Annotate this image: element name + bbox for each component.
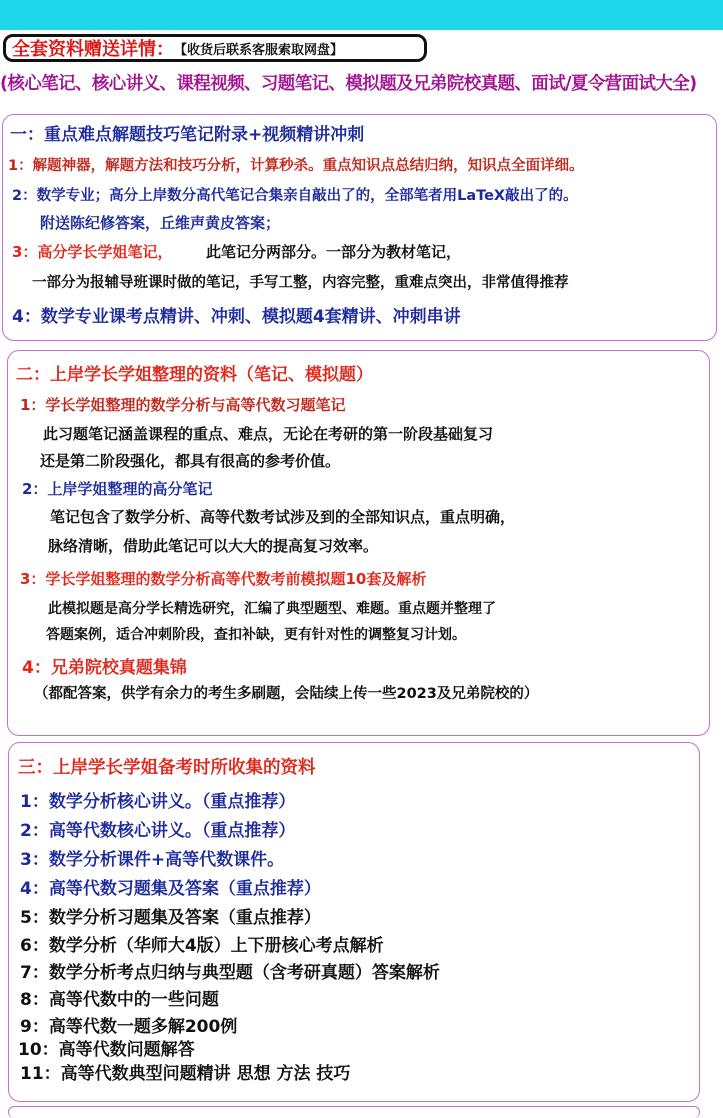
section-3-item-11: 11：高等代数典型问题精讲 思想 方法 技巧 [20,1064,351,1084]
section-2-line-4: 2：上岸学姐整理的高分笔记 [22,480,213,498]
subtitle: (核心笔记、核心讲义、课程视频、习题笔记、模拟题及兄弟院校真题、面试/夏令营面试大全) [0,74,697,94]
section-3-item-3: 3：数学分析课件+高等代数课件。 [20,850,285,870]
section-1-line-6: 4：数学专业课考点精讲、冲刺、模拟题4套精讲、冲刺串讲 [12,307,461,327]
section-3-heading: 三：上岸学长学姐备考时所收集的资料 [18,758,316,778]
title-box [3,34,427,62]
section-2-line-3: 还是第二阶段强化，都具有很高的参考价值。 [40,452,341,470]
section-2-line-7: 3：学长学姐整理的数学分析高等代数考前模拟题10套及解析 [20,570,427,588]
section-1-line-3: 附送陈纪修答案，丘维声黄皮答案； [40,214,281,232]
section-1-line-5: 一部分为报辅导班课时做的笔记，手写工整，内容完整，重难点突出，非常值得推荐 [32,275,569,291]
section-2-heading: 二：上岸学长学姐整理的资料（笔记、模拟题） [16,365,373,385]
section-3-item-2: 2：高等代数核心讲义。（重点推荐） [20,821,296,841]
section-1-line-4a: 3：高分学长学姐笔记， [12,243,173,261]
section-2-line-2: 此习题笔记涵盖课程的重点、难点，无论在考研的第一阶段基础复习 [43,425,494,443]
section-3-item-6: 6：数学分析（华师大4版）上下册核心考点解析 [20,936,384,956]
section-3-item-7: 7：数学分析考点归纳与典型题（含考研真题）答案解析 [20,963,440,983]
section-3-item-10: 10：高等代数问题解答 [18,1040,195,1060]
section-2-line-1: 1：学长学姐整理的数学分析与高等代数习题笔记 [20,396,346,414]
section-3-item-4: 4：高等代数习题集及答案（重点推荐） [20,879,321,899]
section-2-line-10: 4：兄弟院校真题集锦 [22,658,187,678]
title-note: 【收货后联系客服索取网盘】 [174,42,344,58]
section-3-item-9: 9：高等代数一题多解200例 [20,1017,238,1037]
section-1-line-4b: 此笔记分两部分。一部分为教材笔记， [206,243,462,261]
page-title: 全套资料赠送详情： [12,39,174,60]
section-3-item-5: 5：数学分析习题集及答案（重点推荐） [20,908,321,928]
section-2-line-9: 答题案例，适合冲刺阶段，查扣补缺，更有针对性的调整复习计划。 [46,627,466,643]
section-2-line-5: 笔记包含了数学分析、高等代数考试涉及到的全部知识点，重点明确， [50,508,516,526]
next-section-panel-edge [8,1106,700,1118]
section-2-line-11: （都配答案，供学有余力的考生多刷题，会陆续上传一些2023及兄弟院校的） [34,686,539,702]
section-1-line-1: 1：解题神器，解题方法和技巧分析，计算秒杀。重点知识点总结归纳，知识点全面详细。 [8,158,584,174]
section-2-line-6: 脉络清晰，借助此笔记可以大大的提高复习效率。 [48,537,379,555]
section-3-item-1: 1：数学分析核心讲义。（重点推荐） [20,792,296,812]
section-2-line-8: 此模拟题是高分学长精选研究，汇编了典型题型、难题。重点题并整理了 [48,601,496,617]
section-1-heading: 一：重点难点解题技巧笔记附录+视频精讲冲刺 [10,125,365,145]
section-3-item-8: 8：高等代数中的一些问题 [20,990,219,1010]
top-banner-bar [0,0,723,30]
section-1-line-2: 2：数学专业；高分上岸数分高代笔记合集亲自敲出了的，全部笔者用LaTeX敲出了的。 [12,188,578,204]
